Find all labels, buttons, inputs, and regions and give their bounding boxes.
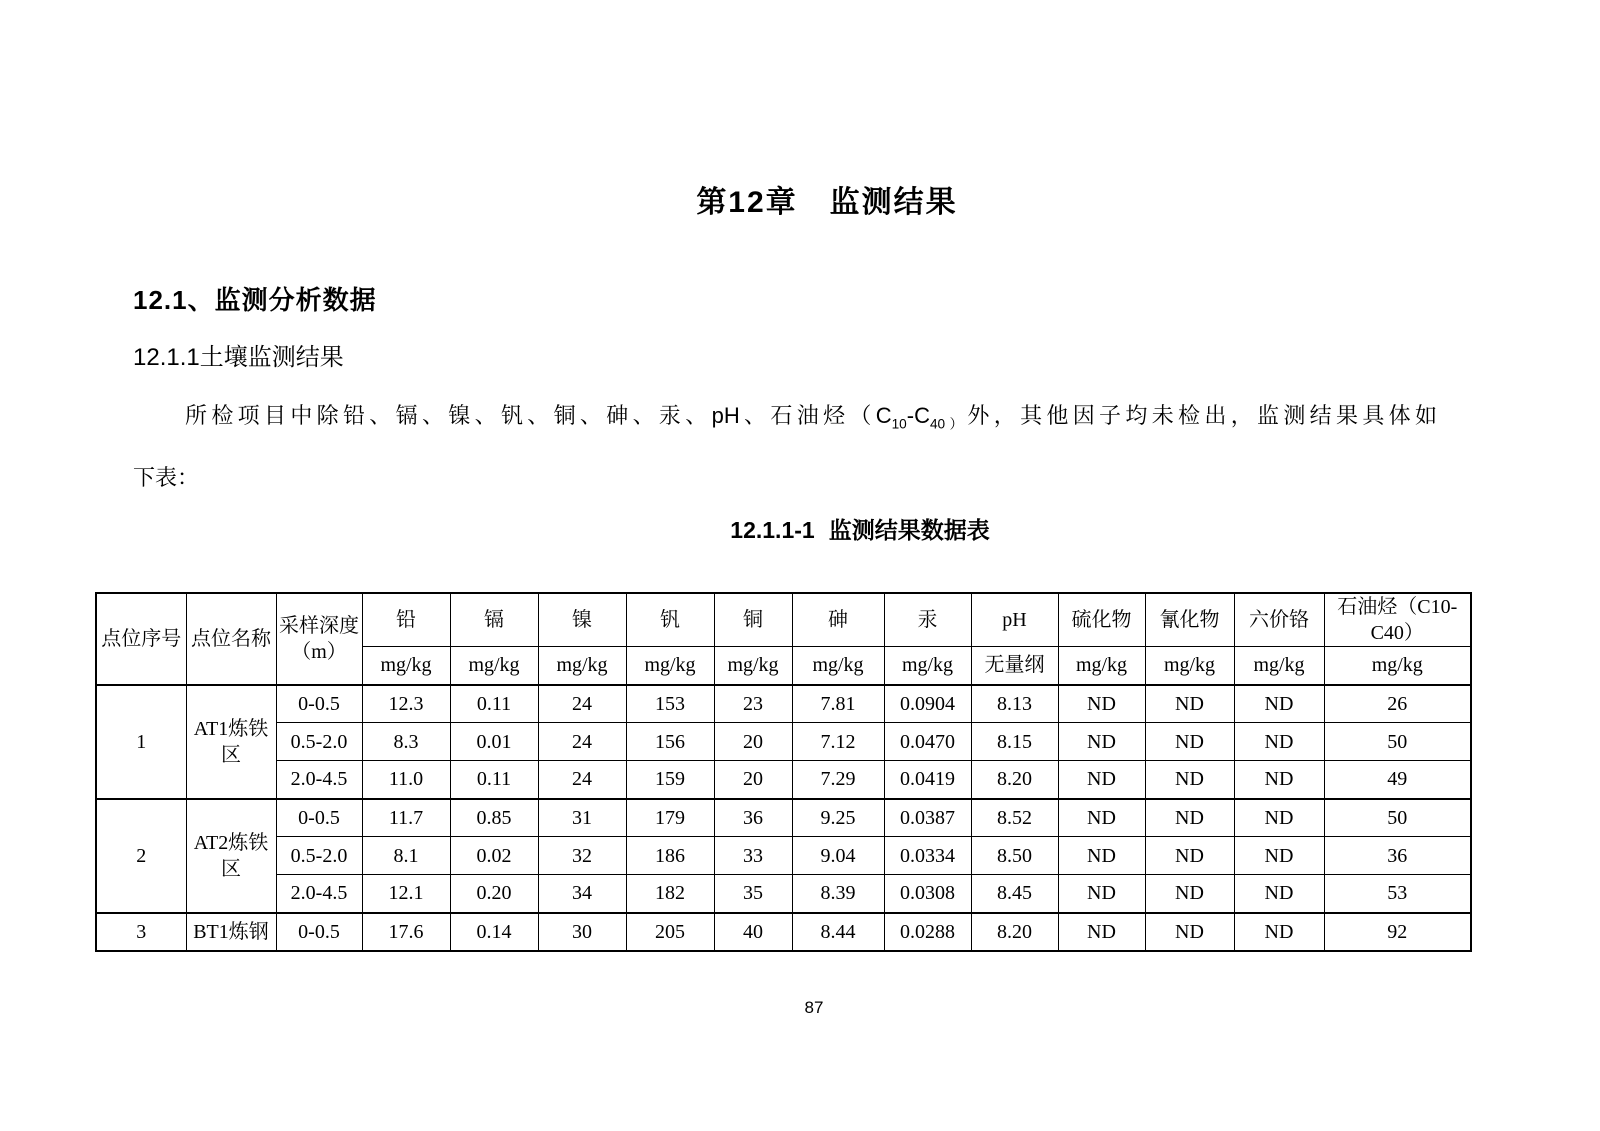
analyte-header-cell: 镉: [450, 593, 538, 647]
value-cell: 8.39: [792, 875, 884, 913]
table-row: [96, 875, 1471, 913]
unit-header-cell: mg/kg: [1145, 647, 1234, 685]
table-header-row: [96, 593, 1471, 647]
ph-label: pH: [711, 403, 740, 428]
value-cell: ND: [1234, 685, 1324, 723]
value-cell: 0.0308: [884, 875, 971, 913]
analyte-header-cell: 硫化物: [1058, 593, 1145, 647]
value-cell: 7.81: [792, 685, 884, 723]
value-cell: 182: [626, 875, 714, 913]
table-caption: [730, 519, 989, 542]
unit-header-cell: 无量纲: [971, 647, 1058, 685]
value-cell: 11.7: [362, 799, 450, 837]
analyte-header-cell: 氰化物: [1145, 593, 1234, 647]
value-cell: 35: [714, 875, 792, 913]
value-cell: 92: [1324, 913, 1471, 951]
depth-cell: 0-0.5: [276, 685, 362, 723]
analyte-header-cell: 铅: [362, 593, 450, 647]
value-cell: 156: [626, 723, 714, 761]
value-cell: ND: [1234, 723, 1324, 761]
unit-header-cell: mg/kg: [884, 647, 971, 685]
value-cell: ND: [1145, 723, 1234, 761]
value-cell: 7.12: [792, 723, 884, 761]
depth-cell: 0.5-2.0: [276, 723, 362, 761]
value-cell: 0.0288: [884, 913, 971, 951]
value-cell: 36: [714, 799, 792, 837]
value-cell: 153: [626, 685, 714, 723]
value-cell: 9.04: [792, 837, 884, 875]
value-cell: 0.0470: [884, 723, 971, 761]
value-cell: 8.20: [971, 761, 1058, 799]
unit-header-cell: mg/kg: [1234, 647, 1324, 685]
value-cell: 0.0904: [884, 685, 971, 723]
value-cell: ND: [1145, 799, 1234, 837]
analyte-header-cell: 砷: [792, 593, 884, 647]
header-depth: 采样深度 （m）: [276, 593, 362, 685]
value-cell: 0.01: [450, 723, 538, 761]
value-cell: ND: [1058, 875, 1145, 913]
value-cell: 8.1: [362, 837, 450, 875]
value-cell: 0.11: [450, 761, 538, 799]
value-cell: ND: [1145, 761, 1234, 799]
paragraph-line-1: [133, 403, 1437, 432]
value-cell: 0.02: [450, 837, 538, 875]
value-cell: ND: [1234, 799, 1324, 837]
point-name-cell: AT1炼铁区: [186, 685, 276, 799]
petroleum-formula: $C_{10}-C_{40)}$: [875, 403, 968, 432]
value-cell: 24: [538, 761, 626, 799]
value-cell: 33: [714, 837, 792, 875]
unit-header-cell: mg/kg: [538, 647, 626, 685]
table-row: [96, 761, 1471, 799]
value-cell: 20: [714, 761, 792, 799]
header-point-name: 点位名称: [186, 593, 276, 685]
table-row: [96, 799, 1471, 837]
value-cell: 23: [714, 685, 792, 723]
value-cell: ND: [1058, 799, 1145, 837]
paragraph-text: 、石油烃（: [739, 403, 876, 428]
subsection-title: 土壤监测结果: [199, 345, 344, 371]
value-cell: 8.45: [971, 875, 1058, 913]
value-cell: 0.0419: [884, 761, 971, 799]
value-cell: 24: [538, 685, 626, 723]
table-caption-number: 12.1.1-1: [730, 517, 815, 543]
value-cell: 0.0387: [884, 799, 971, 837]
value-cell: 40: [714, 913, 792, 951]
value-cell: ND: [1234, 913, 1324, 951]
paragraph-text: 外，其他因子均未检出，监测结果具体如: [967, 403, 1437, 428]
point-no-cell: 3: [96, 913, 186, 951]
value-cell: 17.6: [362, 913, 450, 951]
value-cell: 50: [1324, 723, 1471, 761]
value-cell: 0.85: [450, 799, 538, 837]
value-cell: 186: [626, 837, 714, 875]
chapter-title: 第12章 监测结果: [696, 186, 958, 219]
value-cell: 53: [1324, 875, 1471, 913]
value-cell: 12.3: [362, 685, 450, 723]
value-cell: ND: [1145, 837, 1234, 875]
point-name-cell: BT1炼钢: [186, 913, 276, 951]
analyte-header-cell: pH: [971, 593, 1058, 647]
depth-cell: 2.0-4.5: [276, 875, 362, 913]
value-cell: 159: [626, 761, 714, 799]
value-cell: 8.52: [971, 799, 1058, 837]
value-cell: ND: [1058, 761, 1145, 799]
value-cell: 8.50: [971, 837, 1058, 875]
section-heading: 12.1、监测分析数据: [133, 285, 377, 315]
value-cell: 36: [1324, 837, 1471, 875]
value-cell: 50: [1324, 799, 1471, 837]
unit-header-cell: mg/kg: [792, 647, 884, 685]
unit-header-cell: mg/kg: [626, 647, 714, 685]
value-cell: 8.13: [971, 685, 1058, 723]
value-cell: 11.0: [362, 761, 450, 799]
value-cell: 34: [538, 875, 626, 913]
analyte-header-cell: 铜: [714, 593, 792, 647]
unit-header-cell: mg/kg: [450, 647, 538, 685]
value-cell: 0.20: [450, 875, 538, 913]
value-cell: 20: [714, 723, 792, 761]
value-cell: 0.0334: [884, 837, 971, 875]
value-cell: 8.20: [971, 913, 1058, 951]
value-cell: 205: [626, 913, 714, 951]
depth-cell: 0-0.5: [276, 913, 362, 951]
value-cell: ND: [1145, 913, 1234, 951]
value-cell: 31: [538, 799, 626, 837]
value-cell: ND: [1058, 685, 1145, 723]
value-cell: 0.14: [450, 913, 538, 951]
table-caption-title: 监测结果数据表: [828, 518, 990, 543]
monitoring-results-table: [95, 592, 1472, 952]
table-row: [96, 837, 1471, 875]
analyte-header-cell: 石油烃（C10-C40）: [1324, 593, 1471, 647]
unit-header-cell: mg/kg: [1058, 647, 1145, 685]
value-cell: 8.44: [792, 913, 884, 951]
unit-header-cell: mg/kg: [1324, 647, 1471, 685]
value-cell: 7.29: [792, 761, 884, 799]
table-body: [96, 685, 1471, 951]
value-cell: 9.25: [792, 799, 884, 837]
analyte-header-cell: 镍: [538, 593, 626, 647]
table-row: [96, 913, 1471, 951]
value-cell: ND: [1234, 761, 1324, 799]
value-cell: 8.3: [362, 723, 450, 761]
subsection-heading: [133, 346, 344, 370]
value-cell: ND: [1145, 875, 1234, 913]
value-cell: ND: [1145, 685, 1234, 723]
depth-cell: 0-0.5: [276, 799, 362, 837]
analyte-header-cell: 钒: [626, 593, 714, 647]
point-no-cell: 2: [96, 799, 186, 913]
value-cell: ND: [1058, 837, 1145, 875]
paragraph-text: 所检项目中除铅、镉、镍、钒、铜、砷、汞、: [185, 403, 712, 428]
depth-cell: 0.5-2.0: [276, 837, 362, 875]
unit-header-cell: mg/kg: [362, 647, 450, 685]
table-row: [96, 723, 1471, 761]
value-cell: 26: [1324, 685, 1471, 723]
analyte-header-cell: 汞: [884, 593, 971, 647]
point-name-cell: AT2炼铁区: [186, 799, 276, 913]
value-cell: 32: [538, 837, 626, 875]
value-cell: ND: [1234, 875, 1324, 913]
point-no-cell: 1: [96, 685, 186, 799]
value-cell: 49: [1324, 761, 1471, 799]
unit-header-cell: mg/kg: [714, 647, 792, 685]
depth-cell: 2.0-4.5: [276, 761, 362, 799]
value-cell: ND: [1058, 913, 1145, 951]
value-cell: 12.1: [362, 875, 450, 913]
value-cell: 8.15: [971, 723, 1058, 761]
analyte-header-cell: 六价铬: [1234, 593, 1324, 647]
value-cell: 0.11: [450, 685, 538, 723]
page-number: 87: [804, 998, 824, 1017]
value-cell: ND: [1058, 723, 1145, 761]
value-cell: 30: [538, 913, 626, 951]
value-cell: ND: [1234, 837, 1324, 875]
subsection-number: 12.1.1: [133, 344, 200, 371]
body-paragraph: [133, 403, 1437, 490]
header-point-no: 点位序号: [96, 593, 186, 685]
value-cell: 24: [538, 723, 626, 761]
value-cell: 179: [626, 799, 714, 837]
table-row: [96, 685, 1471, 723]
paragraph-line-2: 下表：: [133, 465, 200, 490]
